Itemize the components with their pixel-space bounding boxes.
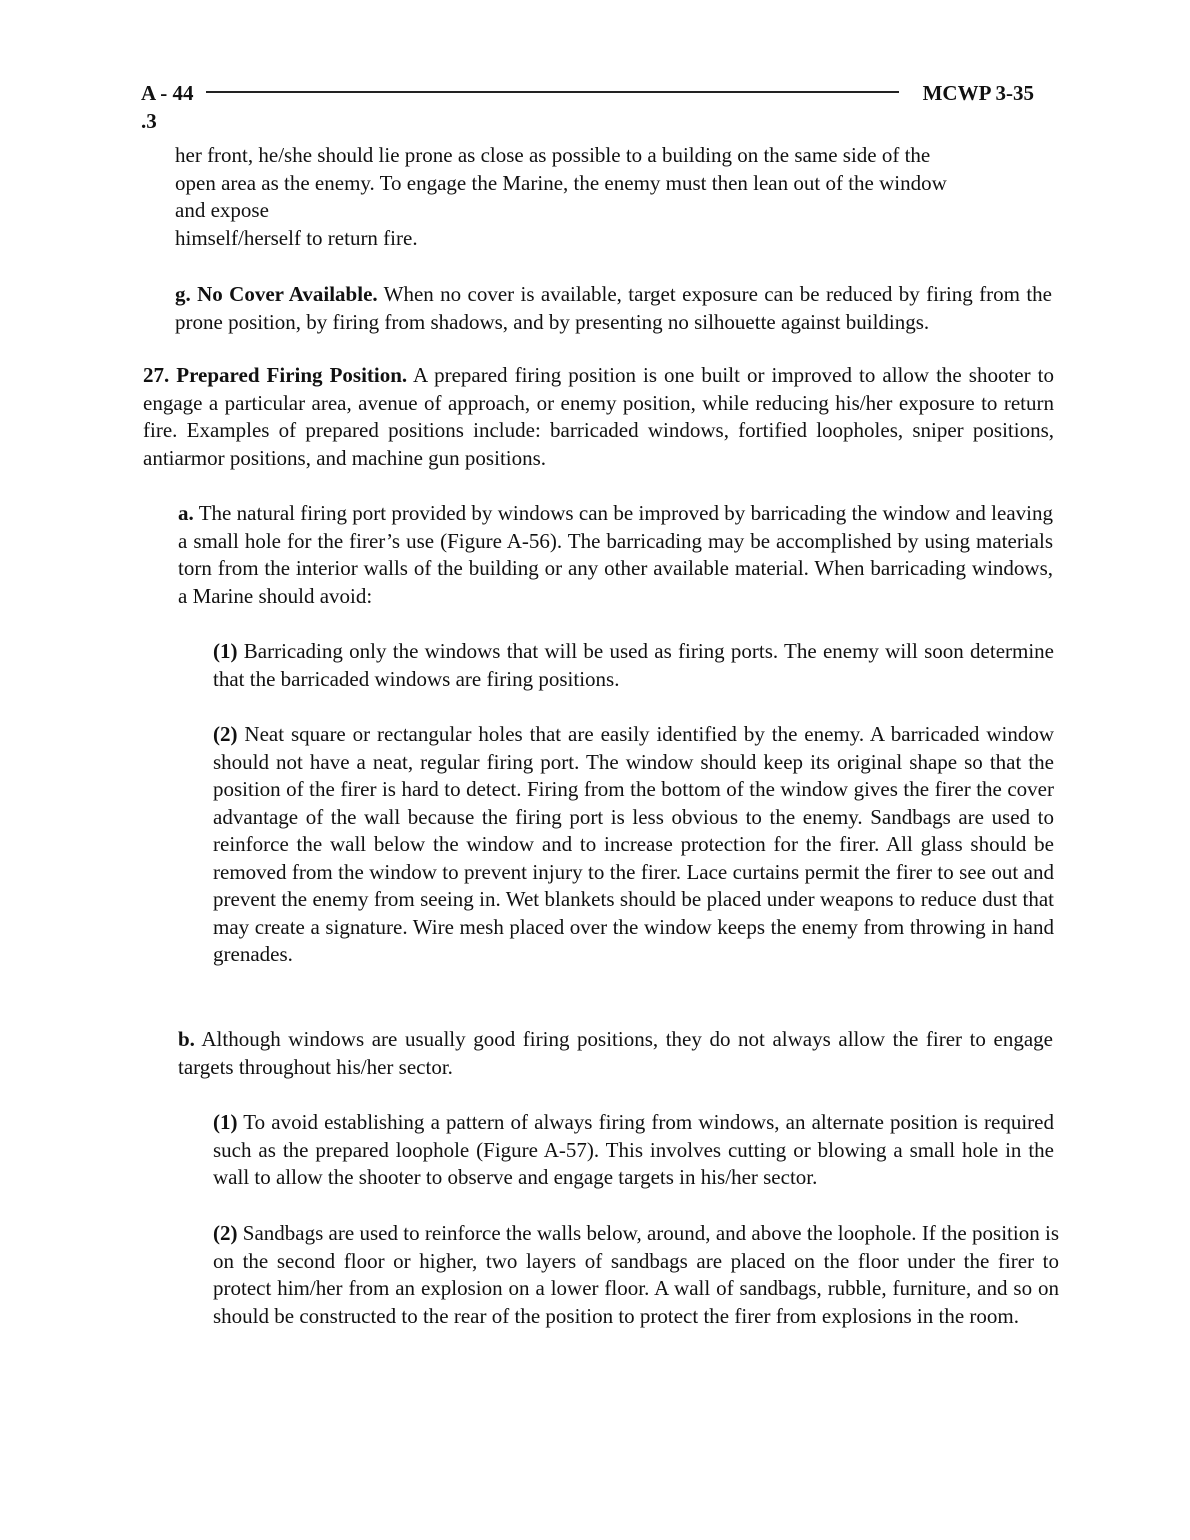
paragraph-label: (2): [213, 722, 238, 746]
page-header: [141, 80, 1034, 110]
paragraph-g-no-cover: [175, 281, 1052, 336]
paragraph-label: (1): [213, 639, 238, 663]
paragraph-label: (1): [213, 1110, 238, 1134]
paragraph-a1: [213, 638, 1054, 693]
paragraph-line: himself/herself to return fire.: [175, 225, 418, 250]
paragraph-line: open area as the enemy. To engage the Marine, the enemy must then lean out of the window: [175, 170, 947, 195]
paragraph-a: [178, 500, 1053, 610]
paragraph-text: Sandbags are used to reinforce the walls below, around, and above the loophole. If the position is on the second floor or higher, two layers of sandbags are placed on the floor under the firer to protect him/her from an explosion on a lower floor. A wall of sandbags, rubble, furniture, and so on should be constructed to the rear of the position to protect the firer from explosions in the room.: [213, 1221, 1059, 1328]
paragraph-b: [178, 1026, 1053, 1081]
paragraph-text: A prepared firing position is one built or improved to allow the shooter to engage a particular area, avenue of approach, or enemy position, while reducing his/her exposure to return fire. Examples of prepared positions include: barricaded windows, fortified loopholes, sniper positions, antiarmor positions, and machine gun positions.: [143, 363, 1054, 470]
paragraph-text: When no cover is available, target exposure can be reduced by firing from the prone position, by firing from shadows, and by presenting no silhouette against buildings.: [175, 282, 1052, 334]
document-id-suffix: .3: [141, 109, 157, 133]
paragraph-text: To avoid establishing a pattern of always firing from windows, an alternate position is required such as the prepared loophole (Figure A-57). This involves cutting or blowing a small hole in the wall to allow the shooter to observe and engage targets in his/her sector.: [213, 1110, 1054, 1189]
paragraph-line: and expose: [175, 198, 269, 222]
section-heading: 27. Prepared Firing Position.: [143, 363, 408, 387]
paragraph-continuation: [175, 142, 1043, 252]
paragraph-label: g. No Cover Available.: [175, 282, 378, 306]
paragraph-text: Although windows are usually good firing positions, they do not always allow the firer to engage targets throughout his/her sector.: [178, 1027, 1053, 1079]
paragraph-label: a.: [178, 501, 194, 525]
page-number: A - 44: [141, 81, 194, 105]
paragraph-b2: [213, 1220, 1059, 1330]
paragraph-label: (2): [213, 1221, 238, 1245]
document-id: MCWP 3-35: [922, 81, 1034, 105]
paragraph-text: The natural firing port provided by windows can be improved by barricading the window and leaving a small hole for the firer’s use (Figure A-56). The barricading may be accomplished by using materials torn from the interior walls of the building or any other available material. When barricading windows, a Marine should avoid:: [178, 501, 1053, 608]
section-27-prepared-firing-position: [143, 362, 1054, 472]
paragraph-text: Barricading only the windows that will be used as firing ports. The enemy will soon determine that the barricaded windows are firing positions.: [213, 639, 1054, 691]
paragraph-b1: [213, 1109, 1054, 1192]
header-rule: [206, 91, 899, 93]
paragraph-a2: [213, 721, 1054, 969]
paragraph-text: Neat square or rectangular holes that are easily identified by the enemy. A barricaded window should not have a neat, regular firing port. The window should keep its original shape so that the position of the firer is hard to detect. Firing from the bottom of the window gives the firer the cover advantage of the wall because the firing port is less obvious to the enemy. Sandbags are used to reinforce the wall below the window and to increase protection for the firer. All glass should be removed from the window to prevent injury to the firer. Lace curtains permit the firer to see out and prevent the enemy from seeing in. Wet blankets should be placed under weapons to reduce dust that may create a signature. Wire mesh placed over the window keeps the enemy from throwing in hand grenades.: [213, 722, 1054, 966]
paragraph-label: b.: [178, 1027, 195, 1051]
paragraph-line: her front, he/she should lie prone as close as possible to a building on the same side of the: [175, 143, 931, 167]
